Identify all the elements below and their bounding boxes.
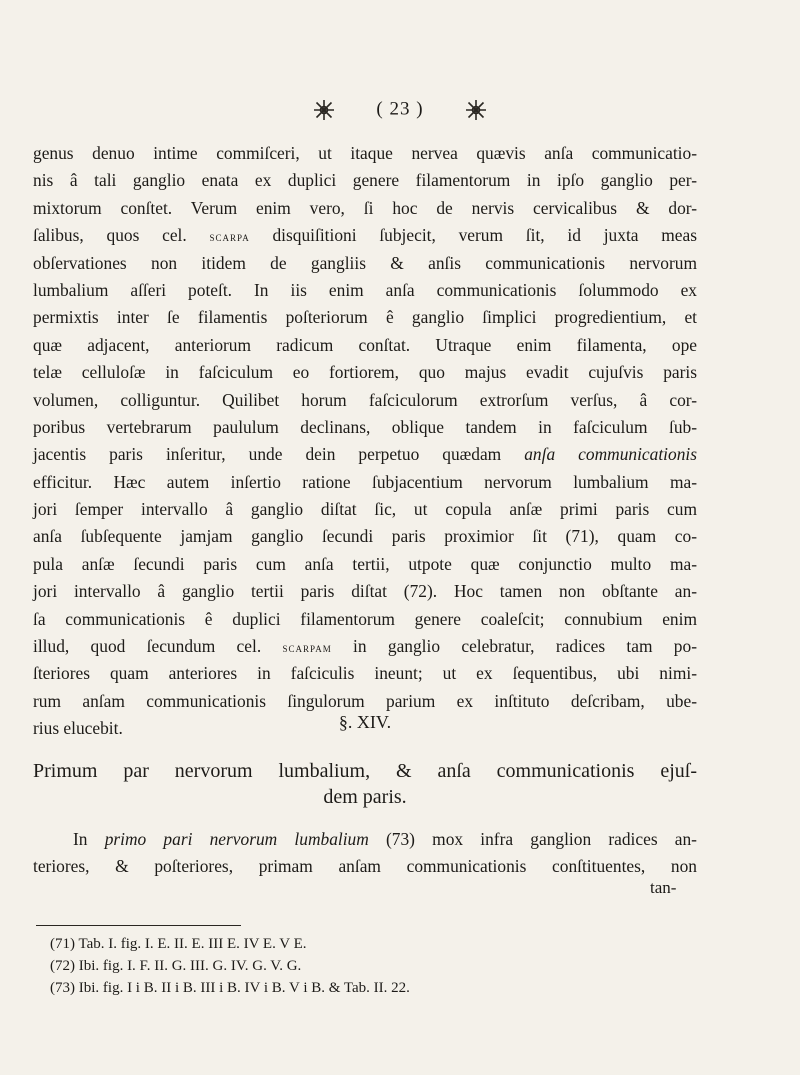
section-number: §. XIV. [338,712,392,732]
footnote: (71) Tab. I. fig. I. E. II. E. III E. IV E. V E. [50,936,307,952]
text-line: lumbalium aſſeri poteſt. In iis enim anſa communicationis ſolummodo ex [33,279,697,300]
text-line: pula anſæ ſecundi paris cum anſa tertii, utpote quæ conjunctio multo ma- [33,553,697,574]
text-line: telæ celluloſæ in faſciculum eo fortiorem, quo majus evadit cujuſvis paris [33,362,697,383]
author-name: scarpa [209,229,250,245]
text-line: ſa communicationis ê duplici filamentorum genere coaleſcit; connubium enim [33,608,697,629]
italic-term: anſa communicationis [524,444,697,465]
text-line: obſervationes non itidem de gangliis & anſis communicationis nervorum [33,252,697,273]
text-line: quæ adjacent, anteriorum radicum conſtat. Utraque enim filamenta, ope [33,334,697,355]
star-ornament-icon [465,99,487,121]
text-line: ſalibus, quos cel. scarpa disquiſitioni ſubjecit, verum ſit, id juxta meas [33,225,697,246]
text-line: In primo pari nervorum lumbalium (73) mox infra ganglion radices an- [73,829,697,849]
text-line: permixtis inter ſe filamentis poſteriorum ê ganglio ſimplici progredientium, et [33,307,697,328]
catchword: tan- [650,878,677,897]
text-line: efficitur. Hæc autem inſertio ratione ſubjacentium nervorum lumbalium ma- [33,471,697,492]
main-paragraph [33,140,697,743]
footnotes [50,933,410,999]
text-line: rum anſam communicationis ſingulorum parium ex inſtituto deſcribam, ube- [33,690,697,711]
text-line: illud, quod ſecundum cel. scarpam in ganglio celebratur, radices tam po- [33,636,697,657]
page-header [0,98,800,121]
text-line: poribus vertebrarum paululum declinans, oblique tandem in faſciculum ſub- [33,416,697,437]
text-line: jacentis paris inſeritur, unde dein perpetuo quædam anſa communicationis [33,444,697,465]
section-title-line: dem paris. [323,786,407,808]
text-line: jori intervallo â ganglio tertii paris diſtat (72). Hoc tamen non obſtante an- [33,581,697,602]
section-title-line: Primum par nervorum lumbalium, & anſa communicationis ejuſ- [33,760,697,782]
page-number: ( 23 ) [376,98,424,120]
section-title [33,758,697,810]
author-name: scarpam [282,640,332,656]
text-line: teriores, & poſteriores, primam anſam communicationis conſtituentes, non [33,856,697,877]
text-line: rius elucebit. [33,718,123,739]
section-paragraph [33,826,697,881]
italic-term: primo pari nervorum lumbalium [104,829,369,849]
text-line: volumen, colliguntur. Quilibet horum faſciculorum extrorſum verſus, â cor- [33,389,697,410]
text-line: nis â tali ganglio enata ex duplici genere filamentorum in ipſo ganglio per- [33,170,697,191]
text-line: ſteriores quam anteriores in faſciculis ineunt; ut ex ſequentibus, ubi nimi- [33,663,697,684]
text-line: jori ſemper intervallo â ganglio diſtat ſic, ut copula anſæ primi paris cum [33,499,697,520]
text-line: genus denuo intime commiſceri, ut itaque nervea quævis anſa communicatio- [33,143,697,163]
footnote: (72) Ibi. fig. I. F. II. G. III. G. IV. G. V. G. [50,958,302,974]
star-ornament-icon [313,99,335,121]
text-line: mixtorum conſtet. Verum enim vero, ſi hoc de nervis cervicalibus & dor- [33,197,697,218]
footnote: (73) Ibi. fig. I i B. II i B. III i B. IV i B. V i B. & Tab. II. 22. [50,980,410,996]
text-line: anſa ſubſequente jamjam ganglio ſecundi paris proximior ſit (71), quam co- [33,526,697,547]
footnote-divider [36,925,241,926]
